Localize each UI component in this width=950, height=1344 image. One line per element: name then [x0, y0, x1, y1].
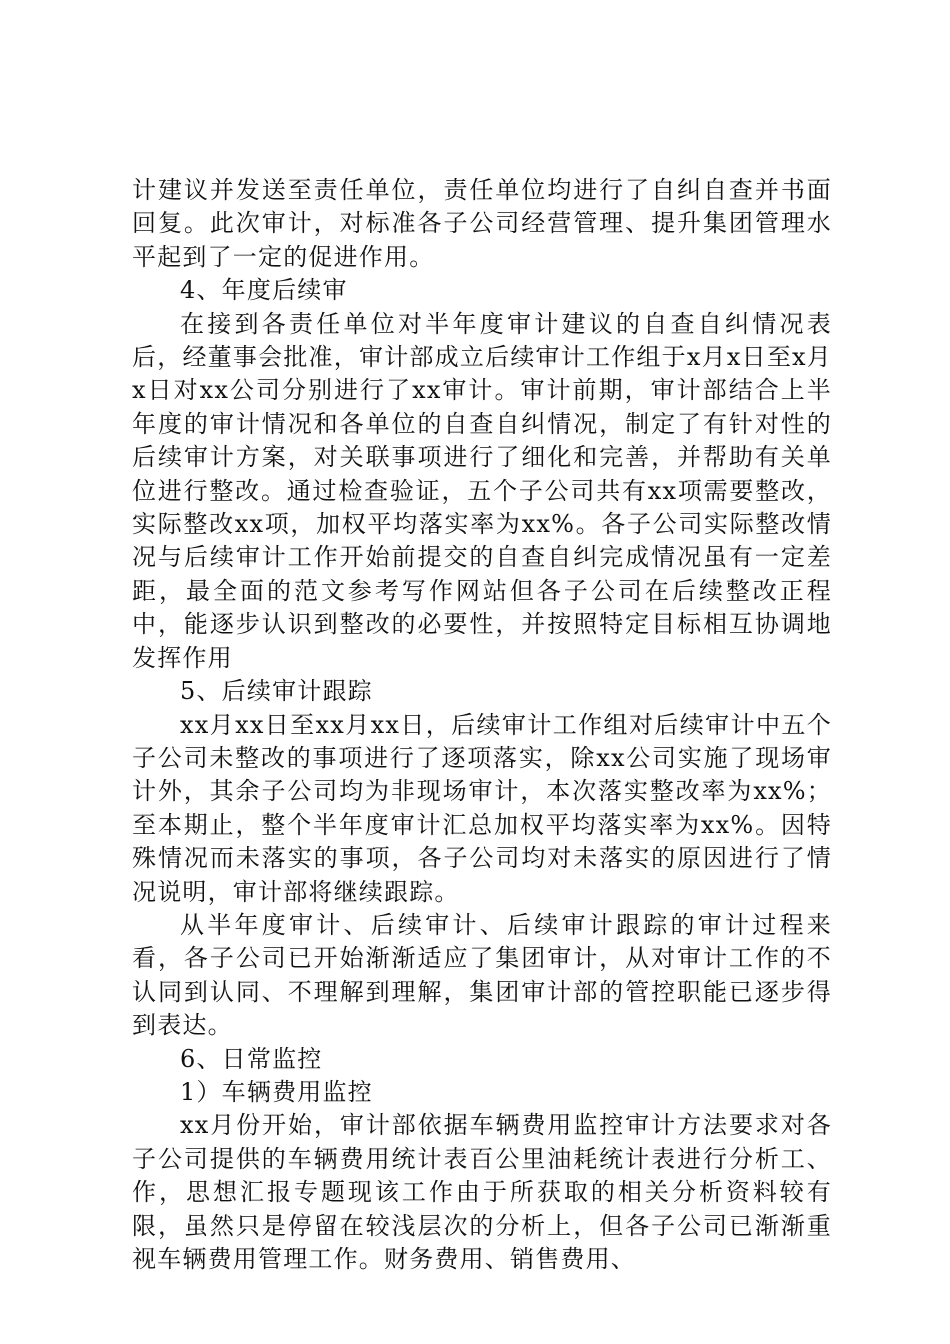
paragraph-annual-follow-up-audit: 在接到各责任单位对半年度审计建议的自查自纠情况表后，经董事会批准，审计部成立后续审计工作组于x月x日至x月x日对xx公司分别进行了xx审计。审计前期，审计部结合上半年度的审计情况和各单位的自查自纠情况，制定了有针对性的后续审计方案，对关联事项进行了细化和完善，并帮助有关单位进行整改。通过检查验证，五个子公司共有xx项需要整改，实际整改xx项，加权平均落实率为xx%。各子公司实际整改情况与后续审计工作开始前提交的自查自纠完成情况虽有一定差距，最全面的范文参考写作网站但各子公司在后续整改正程中，能逐步认识到整改的必要性，并按照特定目标相互协调地发挥作用: [132, 309, 832, 672]
paragraph-continuation: 计建议并发送至责任单位，责任单位均进行了自纠自查并书面回复。此次审计，对标准各子公司经营管理、提升集团管理水平起到了一定的促进作用。: [132, 176, 832, 271]
document-body: [132, 174, 832, 1276]
section-heading-follow-up-tracking: 5、后续审计跟踪: [180, 677, 373, 706]
paragraph-audit-summary: 从半年度审计、后续审计、后续审计跟踪的审计过程来看，各子公司已开始渐渐适应了集团审计，从对审计工作的不认同到认同、不理解到理解，集团审计部的管控职能已逐步得到表达。: [132, 910, 832, 1040]
subsection-heading-vehicle-cost-monitoring: 1）车辆费用监控: [180, 1077, 373, 1106]
section-heading-daily-monitoring: 6、日常监控: [180, 1044, 323, 1073]
section-heading-annual-follow-up-audit: 4、年度后续审: [180, 276, 348, 305]
paragraph-follow-up-tracking: xx月xx日至xx月xx日，后续审计工作组对后续审计中五个子公司未整改的事项进行了逐项落实，除xx公司实施了现场审计外，其余子公司均为非现场审计，本次落实整改率为xx%；至本期止，整个半年度审计汇总加权平均落实率为xx%。因特殊情况而未落实的事项，各子公司均对未落实的原因进行了情况说明，审计部将继续跟踪。: [132, 710, 832, 906]
paragraph-vehicle-cost-monitoring: xx月份开始，审计部依据车辆费用监控审计方法要求对各子公司提供的车辆费用统计表百公里油耗统计表进行分析工、作，思想汇报专题现该工作由于所获取的相关分析资料较有限，虽然只是停留在较浅层次的分析上，但各子公司已渐渐重视车辆费用管理工作。财务费用、销售费用、: [132, 1111, 832, 1273]
